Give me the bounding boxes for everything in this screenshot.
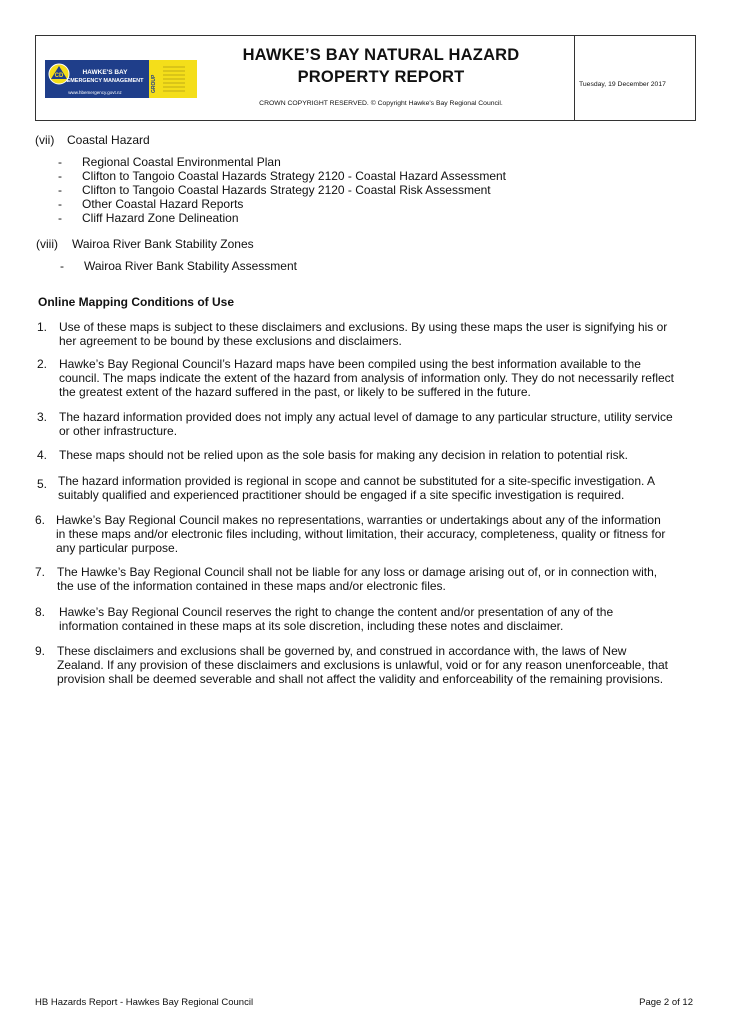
condition-number: 8. [35,605,46,619]
condition-text-line: The hazard information provided does not imply any actual level of damage to any particular structure, utility service [59,410,673,424]
condition-text-line: These maps should not be relied upon as the sole basis for making any decision in relation to potential risk. [59,448,628,462]
logo-text-line2: EMERGENCY MANAGEMENT [66,78,144,84]
condition-number: 1. [37,320,48,334]
condition-text-line: council. The maps indicate the extent of the hazard from analysis of information only. They do not necessarily reflect [59,371,674,385]
section-wairoa-title: Wairoa River Bank Stability Zones [72,237,254,251]
condition-text-line: Zealand. If any provision of these disclaimers and exclusions is unlawful, void or for any reason unenforceable, that [57,658,669,672]
conditions-heading: Online Mapping Conditions of Use [38,295,234,309]
list-item: Clifton to Tangoio Coastal Hazards Strategy 2120 - Coastal Risk Assessment [82,183,491,197]
condition-text-line: suitably qualified and experienced practitioner should be engaged if a site specific investigation is required. [58,488,625,502]
condition-text-line: The Hawke’s Bay Regional Council shall not be liable for any loss or damage arising out of, or in connection with, [57,565,658,579]
cd-badge-text: CD [54,73,64,79]
condition-number: 4. [37,448,48,462]
condition-text-line: Use of these maps is subject to these disclaimers and exclusions. By using these maps the user is signifying his or [59,320,668,334]
condition-text-line: in these maps and/or electronic files including, without limitation, their accuracy, completeness, quality or fitness for [56,527,666,541]
copyright-notice: CROWN COPYRIGHT RESERVED. © Copyright Hawke's Bay Regional Council. [259,100,503,107]
list-dash: - [58,155,62,169]
report-date: Tuesday, 19 December 2017 [579,81,666,88]
list-item: Cliff Hazard Zone Delineation [82,211,239,225]
condition-text-line: These disclaimers and exclusions shall be governed by, and construed in accordance with, the laws of New [57,644,627,658]
logo-text-line1: HAWKE'S BAY [82,69,128,76]
condition-text-line: The hazard information provided is regional in scope and cannot be substituted for a site-specific investigation. A [58,474,656,488]
condition-number: 9. [35,644,46,658]
logo-side-text: GROUP [151,74,157,93]
section-wairoa-numeral: (viii) [36,237,58,251]
condition-number: 7. [35,565,46,579]
condition-text-line: Hawke’s Bay Regional Council reserves the right to change the content and/or presentation of any of the [59,605,614,619]
condition-number: 5. [37,477,48,491]
list-item: Clifton to Tangoio Coastal Hazards Strategy 2120 - Coastal Hazard Assessment [82,169,506,183]
list-dash: - [58,211,62,225]
condition-text-line: the greatest extent of the hazard suffered in the past, or likely to be suffered in the future. [59,385,531,399]
report-title-line2: PROPERTY REPORT [297,68,465,86]
condition-number: 2. [37,357,48,371]
report-title-line1: HAWKE’S BAY NATURAL HAZARD [242,46,520,64]
list-item: Regional Coastal Environmental Plan [82,155,281,169]
list-dash: - [60,259,64,273]
condition-text-line: or other infrastructure. [59,424,178,438]
section-coastal-title: Coastal Hazard [67,133,150,147]
condition-text-line: any particular purpose. [56,541,179,555]
condition-text-line: Hawke’s Bay Regional Council’s Hazard maps have been compiled using the best information available to the [59,357,641,371]
condition-number: 3. [37,410,48,424]
footer-report-name: HB Hazards Report - Hawkes Bay Regional Council [35,997,254,1008]
footer-page-number: Page 2 of 12 [639,997,693,1008]
list-item: Other Coastal Hazard Reports [82,197,244,211]
logo-url: www.hbemergency.govt.nz [68,90,122,95]
list-dash: - [58,197,62,211]
report-header [35,35,696,121]
condition-text-line: her agreement to be bound by these exclusions and disclaimers. [59,334,402,348]
list-item: Wairoa River Bank Stability Assessment [84,259,297,273]
section-coastal-numeral: (vii) [35,133,55,147]
list-dash: - [58,169,62,183]
condition-text-line: information contained in these maps at its sole discretion, including these notes and disclaimer. [59,619,564,633]
condition-text-line: provision shall be deemed severable and shall not affect the validity and enforceability of the remaining provisions. [57,672,664,686]
condition-text-line: Hawke’s Bay Regional Council makes no representations, warranties or undertakings about any of the information [56,513,661,527]
report-title [186,44,576,88]
condition-number: 6. [35,513,46,527]
condition-text-line: the use of the information contained in these maps and/or electronic files. [57,579,446,593]
header-divider [574,36,575,120]
hb-emergency-management-logo [45,60,197,98]
list-dash: - [58,183,62,197]
